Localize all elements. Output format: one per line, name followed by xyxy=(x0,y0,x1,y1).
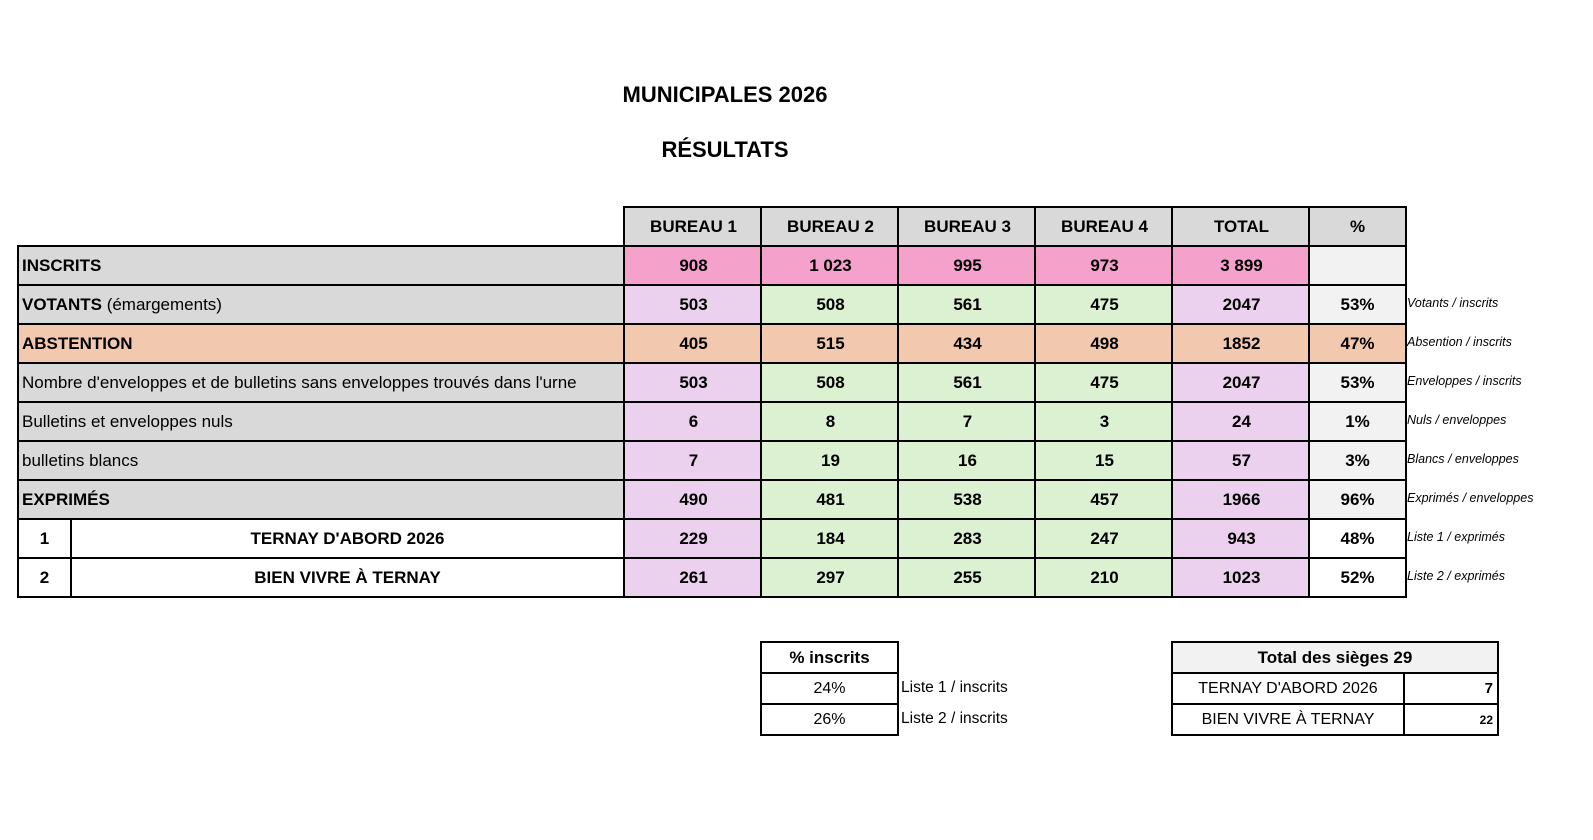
exprimes-value-bureau-4: 457 xyxy=(1034,479,1175,520)
column-header-bureau-2: BUREAU 2 xyxy=(760,206,901,247)
liste1-value-bureau-2: 184 xyxy=(760,518,901,559)
abstention-value-bureau-1: 405 xyxy=(623,323,764,364)
row-label-votants-rest: (émargements) xyxy=(101,294,222,314)
abstention-value-bureau-3: 434 xyxy=(897,323,1038,364)
inscrits-percent xyxy=(1308,245,1407,286)
liste1-number: 1 xyxy=(17,518,72,559)
liste2-value-total: 1023 xyxy=(1171,557,1312,598)
blancs-note: Blancs / enveloppes xyxy=(1407,452,1519,466)
blancs-value-total: 57 xyxy=(1171,440,1312,481)
nuls-value-bureau-4: 3 xyxy=(1034,401,1175,442)
liste1-value-bureau-4: 247 xyxy=(1034,518,1175,559)
nuls-percent: 1% xyxy=(1308,401,1407,442)
row-label-blancs: bulletins blancs xyxy=(17,440,625,481)
liste1-value-total: 943 xyxy=(1171,518,1312,559)
abstention-note: Absention / inscrits xyxy=(1407,335,1512,349)
pct-inscrits-liste1: 24% xyxy=(760,672,899,705)
enveloppes-value-bureau-2: 508 xyxy=(760,362,901,403)
abstention-value-bureau-2: 515 xyxy=(760,323,901,364)
inscrits-value-bureau-1: 908 xyxy=(623,245,764,286)
votants-value-bureau-1: 503 xyxy=(623,284,764,325)
column-header-bureau-4: BUREAU 4 xyxy=(1034,206,1175,247)
nuls-value-bureau-2: 8 xyxy=(760,401,901,442)
enveloppes-value-bureau-1: 503 xyxy=(623,362,764,403)
pct-inscrits-note-1: Liste 1 / inscrits xyxy=(901,679,1008,696)
blancs-percent: 3% xyxy=(1308,440,1407,481)
column-header-bureau-3: BUREAU 3 xyxy=(897,206,1038,247)
pct-inscrits-header: % inscrits xyxy=(760,641,899,674)
row-label-nuls: Bulletins et enveloppes nuls xyxy=(17,401,625,442)
enveloppes-value-bureau-3: 561 xyxy=(897,362,1038,403)
nuls-value-bureau-3: 7 xyxy=(897,401,1038,442)
enveloppes-value-bureau-4: 475 xyxy=(1034,362,1175,403)
inscrits-value-bureau-4: 973 xyxy=(1034,245,1175,286)
row-label-votants-bold: VOTANTS xyxy=(22,294,102,314)
liste2-value-bureau-4: 210 xyxy=(1034,557,1175,598)
row-label-exprimes: EXPRIMÉS xyxy=(17,479,625,520)
sieges-label-1: TERNAY D'ABORD 2026 xyxy=(1171,672,1405,705)
liste2-name: BIEN VIVRE À TERNAY xyxy=(70,557,625,598)
abstention-value-total: 1852 xyxy=(1171,323,1312,364)
sieges-value-1: 7 xyxy=(1403,672,1499,705)
sieges-header: Total des sièges 29 xyxy=(1171,641,1499,674)
row-label-enveloppes: Nombre d'enveloppes et de bulletins sans enveloppes trouvés dans l'urne xyxy=(17,362,625,403)
page-title: MUNICIPALES 2026 xyxy=(622,82,828,107)
liste1-percent: 48% xyxy=(1308,518,1407,559)
votants-value-bureau-2: 508 xyxy=(760,284,901,325)
nuls-value-bureau-1: 6 xyxy=(623,401,764,442)
exprimes-value-bureau-3: 538 xyxy=(897,479,1038,520)
enveloppes-value-total: 2047 xyxy=(1171,362,1312,403)
exprimes-value-bureau-2: 481 xyxy=(760,479,901,520)
pct-inscrits-note-2: Liste 2 / inscrits xyxy=(901,710,1008,727)
sieges-value-2: 22 xyxy=(1403,703,1499,736)
nuls-value-total: 24 xyxy=(1171,401,1312,442)
votants-percent: 53% xyxy=(1308,284,1407,325)
votants-value-bureau-4: 475 xyxy=(1034,284,1175,325)
blancs-value-bureau-1: 7 xyxy=(623,440,764,481)
column-header-total: TOTAL xyxy=(1171,206,1312,247)
votants-value-total: 2047 xyxy=(1171,284,1312,325)
liste1-value-bureau-3: 283 xyxy=(897,518,1038,559)
nuls-note: Nuls / enveloppes xyxy=(1407,413,1507,427)
pct-inscrits-liste2: 26% xyxy=(760,703,899,736)
liste2-value-bureau-3: 255 xyxy=(897,557,1038,598)
liste2-value-bureau-2: 297 xyxy=(760,557,901,598)
liste2-number: 2 xyxy=(17,557,72,598)
blancs-value-bureau-4: 15 xyxy=(1034,440,1175,481)
liste2-value-bureau-1: 261 xyxy=(623,557,764,598)
enveloppes-percent: 53% xyxy=(1308,362,1407,403)
sieges-label-2: BIEN VIVRE À TERNAY xyxy=(1171,703,1405,736)
column-header-percent: % xyxy=(1308,206,1407,247)
blancs-value-bureau-3: 16 xyxy=(897,440,1038,481)
row-label-inscrits: INSCRITS xyxy=(17,245,625,286)
exprimes-percent: 96% xyxy=(1308,479,1407,520)
page-subtitle: RÉSULTATS xyxy=(661,137,789,162)
row-label-votants xyxy=(17,284,625,325)
inscrits-value-bureau-3: 995 xyxy=(897,245,1038,286)
liste1-value-bureau-1: 229 xyxy=(623,518,764,559)
abstention-percent: 47% xyxy=(1308,323,1407,364)
exprimes-note: Exprimés / enveloppes xyxy=(1407,491,1534,505)
votants-value-bureau-3: 561 xyxy=(897,284,1038,325)
abstention-value-bureau-4: 498 xyxy=(1034,323,1175,364)
liste1-name: TERNAY D'ABORD 2026 xyxy=(70,518,625,559)
row-label-abstention: ABSTENTION xyxy=(17,323,625,364)
exprimes-value-bureau-1: 490 xyxy=(623,479,764,520)
enveloppes-note: Enveloppes / inscrits xyxy=(1407,374,1522,388)
votants-note: Votants / inscrits xyxy=(1407,296,1499,310)
inscrits-value-total: 3 899 xyxy=(1171,245,1312,286)
column-header-bureau-1: BUREAU 1 xyxy=(623,206,764,247)
liste2-percent: 52% xyxy=(1308,557,1407,598)
inscrits-value-bureau-2: 1 023 xyxy=(760,245,901,286)
exprimes-value-total: 1966 xyxy=(1171,479,1312,520)
liste1-note: Liste 1 / exprimés xyxy=(1407,530,1505,544)
liste2-note: Liste 2 / exprimés xyxy=(1407,569,1505,583)
blancs-value-bureau-2: 19 xyxy=(760,440,901,481)
